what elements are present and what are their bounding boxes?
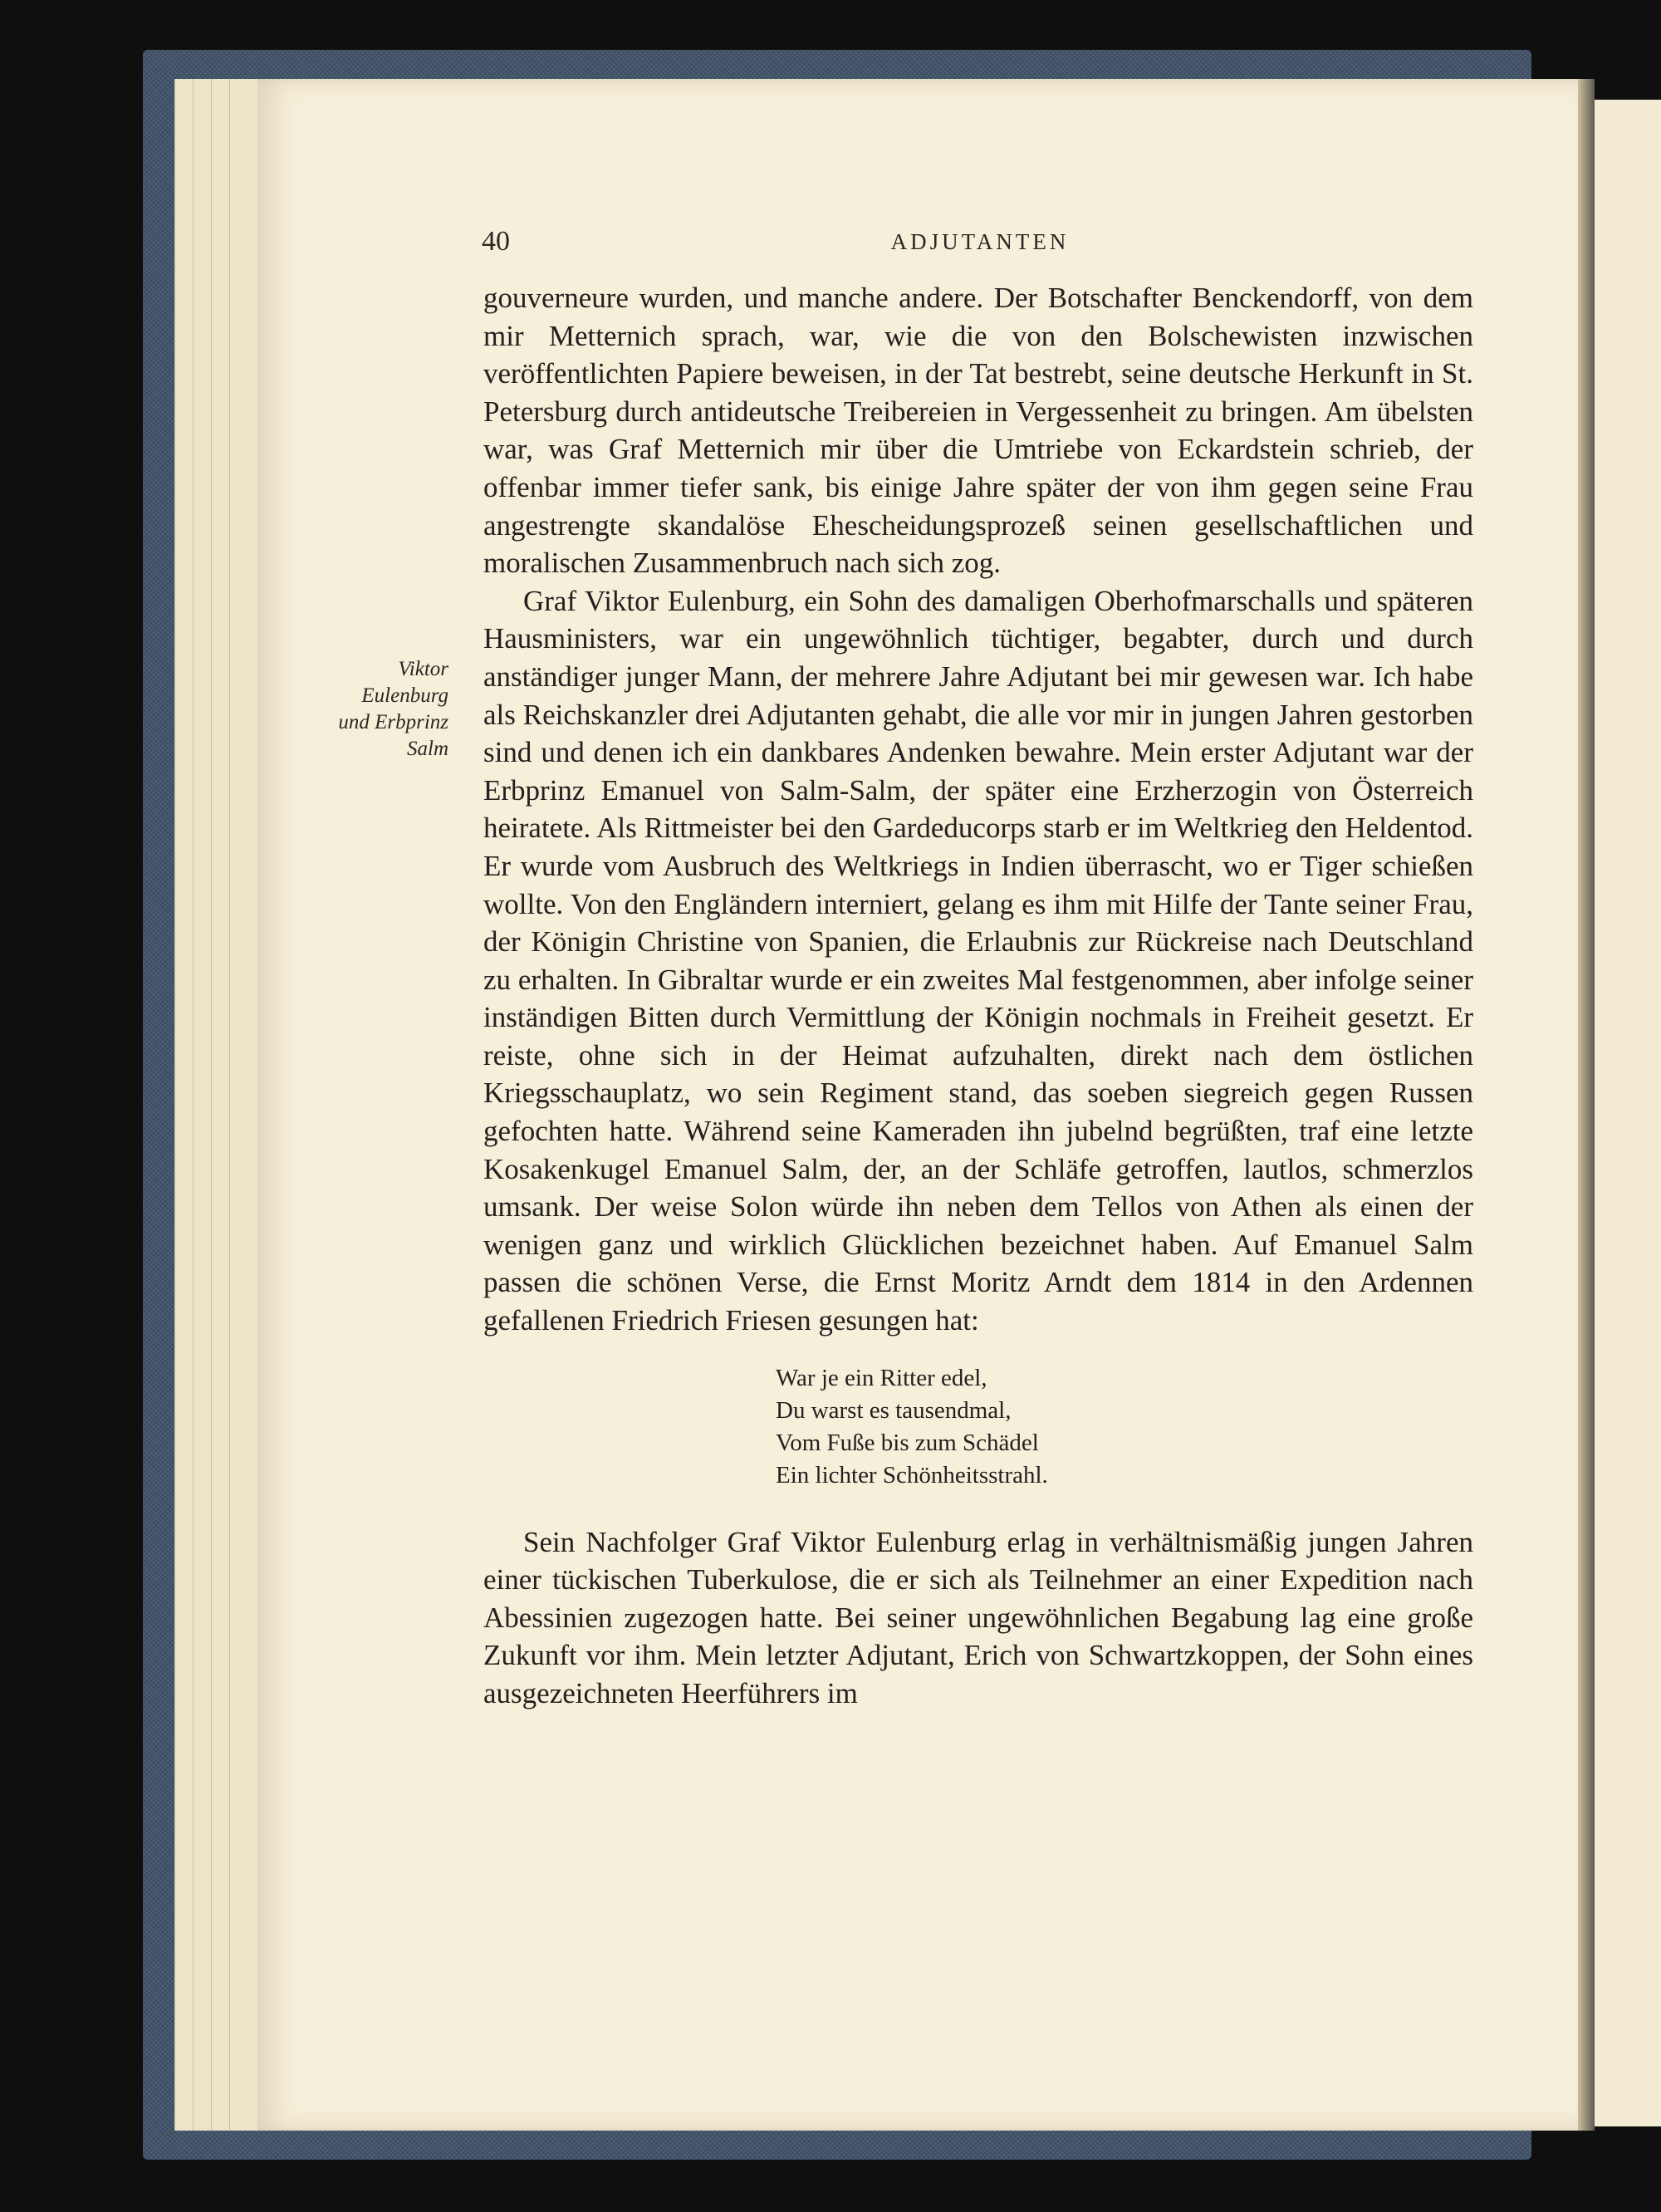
margin-note-line: Salm (407, 738, 448, 760)
paragraph: Sein Nachfolger Graf Viktor Eulenburg erlag in verhältnismäßig jungen Jahren einer tückischen Tuberkulose, die er sich als Teilnehmer an einer Expedition nach Abessinien zugezogen hatte. Bei seiner ungewöhnlichen Begabung lag eine große Zukunft vor ihm. Mein letzter Adjutant, Erich von Schwartzkoppen, der Sohn eines ausgezeichneten Heerführers im (483, 1525, 1473, 1709)
verse-line: War je ein Ritter edel, (776, 1364, 987, 1391)
verse-line: Ein lichter Schönheitsstrahl. (776, 1461, 1048, 1489)
verse-line: Vom Fuße bis zum Schädel (776, 1429, 1039, 1456)
page-number: 40 (482, 226, 510, 257)
chapter-title: ADJUTANTEN (890, 229, 1070, 254)
verse-block (776, 1362, 1473, 1492)
running-head (482, 226, 1478, 259)
facing-page-edge (1586, 100, 1661, 2126)
margin-note-line: Viktor (398, 658, 448, 680)
paragraph: gouverneure wurden, und manche andere. Der Botschafter Benckendorff, von dem mir Metternich sprach, war, wie die von den Bolschewisten inzwischen veröffentlichten Papiere beweisen, in der Tat bestrebt, seine deutsche Herkunft in St. Petersburg durch antideutsche Treibereien in Vergessenheit zu bringen. Am übelsten war, was Graf Metternich mir über die Umtriebe von Eckardstein schrieb, der offenbar immer tiefer sank, bis einige Jahre später der von ihm gegen seine Frau angestrengte skandalöse Ehescheidungsprozeß seinen gesellschaftlichen und moralischen Zusammenbruch nach sich zog. (483, 282, 1473, 580)
paragraph: Graf Viktor Eulenburg, ein Sohn des damaligen Oberhofmarschalls und späteren Hausministers, war ein ungewöhnlich tüchtiger, begabter, durch und durch anständiger junger Mann, der mehrere Jahre Adjutant bei mir gewesen war. Ich habe als Reichskanzler drei Adjutanten gehabt, die alle vor mir in jungen Jahren gestorben sind und denen ich ein dankbares Andenken bewahre. Mein erster Adjutant war der Erbprinz Emanuel von Salm-Salm, der später eine Erzherzogin von Österreich heiratete. Als Rittmeister bei den Gardeducorps starb er im Weltkrieg den Heldentod. Er wurde vom Ausbruch des Weltkriegs in Indien überrascht, wo er Tiger schießen wollte. Von den Engländern interniert, gelang es ihm mit Hilfe der Tante seiner Frau, der Königin Christine von Spanien, die Erlaubnis zur Rückreise nach Deutschland zu erhalten. In Gibraltar wurde er ein zweites Mal festgenommen, aber infolge seiner inständigen Bitten durch Vermittlung der Königin nochmals in Freiheit gesetzt. Er reiste, ohne sich in der Heimat aufzuhalten, direkt nach dem östlichen Kriegsschauplatz, wo sein Regiment stand, das soeben siegreich gegen Russen gefochten hatte. Während seine Kameraden ihn jubelnd begrüßten, traf eine letzte Kosakenkugel Emanuel Salm, der, an der Schläfe getroffen, lautlos, schmerzlos umsank. Der weise Solon würde ihn neben dem Tellos von Athen als einen der wenigen ganz und wirklich Glücklichen bezeichnet haben. Auf Emanuel Salm passen die schönen Verse, die Ernst Moritz Arndt dem 1814 in den Ardennen gefallenen Friedrich Friesen gesungen hat: (483, 584, 1473, 1337)
margin-note (314, 656, 448, 763)
verse-line: Du warst es tausendmal, (776, 1396, 1012, 1424)
book-gutter (1578, 79, 1595, 2131)
body-text (483, 279, 1473, 1713)
margin-note-line: Eulenburg (361, 684, 448, 707)
margin-note-line: und Erbprinz (338, 711, 448, 733)
